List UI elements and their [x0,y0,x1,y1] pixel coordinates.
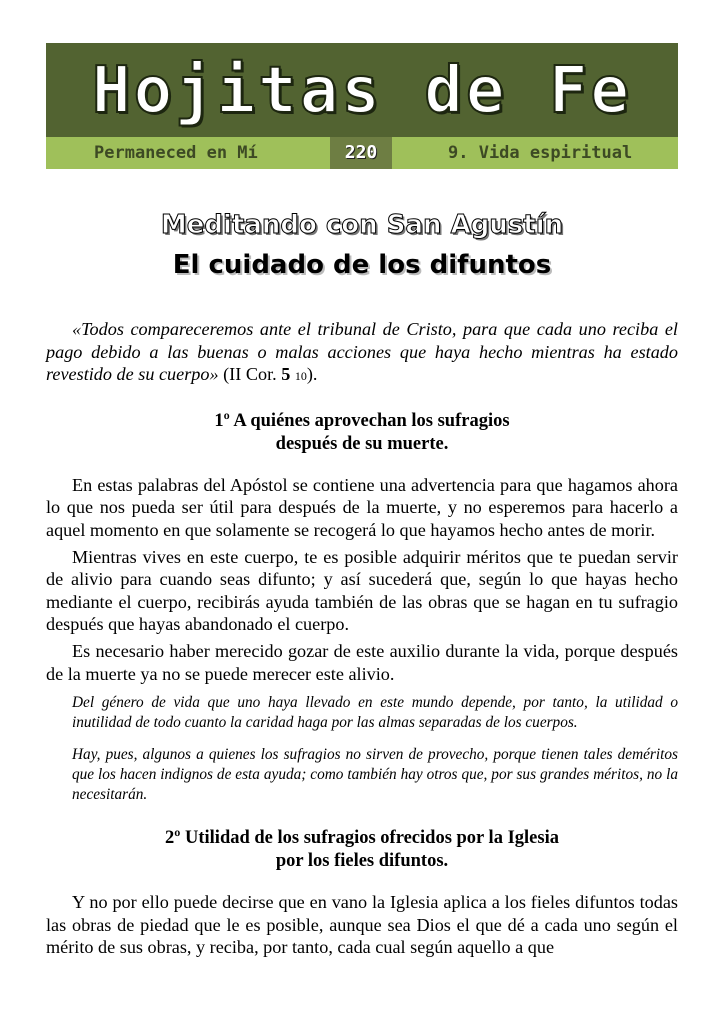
section1-paragraph-2: Mientras vives en este cuerpo, te es posible adquirir méritos que te puedan servir de alivio para cuando seas difunto; y así sucederá que, según lo que hayas hecho mediante el cuerpo, recibirás ayuda también de las obras que se hagan en tu sufragio después que hayas abandonado el cuerpo. [46,546,678,635]
header-banner [46,43,678,169]
article-body [46,318,678,959]
section1-heading-line2: después de su muerte. [275,433,449,454]
series-label: Permaneced en Mí [94,143,258,163]
article-title-line1: Meditando con San Agustín [160,210,564,240]
section1-note-2: Hay, pues, algunos a quienes los sufragios no sirven de provecho, porque tienen tales deméritos que los hacen indignos de esta ayuda; como también hay otros que, por sus grandes méritos, no la necesitarán. [72,746,678,804]
header-band [46,137,678,169]
section2-heading [46,827,678,873]
section1-note-1: Del género de vida que uno haya llevado en este mundo depende, por tanto, la utilidad o inutilidad de todo cuanto la caridad haga por las almas separadas de los cuerpos. [72,694,678,732]
section2-paragraph: Y no por ello puede decirse que en vano la Iglesia aplica a los fieles difuntos todas las obras de piedad que le es posible, aunque sea Dios el que dé a cada uno según el mérito de sus obras, y reciba, por tanto, cada cual según aquello a que [46,892,678,958]
category-label: 9. Vida espiritual [448,143,633,163]
quote-ref-suffix: ). [306,364,318,385]
quote-ref-prefix: (II Cor. [218,364,282,385]
opening-quote [46,318,678,388]
quote-ref-chapter: 5 [281,364,291,385]
section1-heading-line1: 1º A quiénes aprovechan los sufragios [214,410,510,431]
section1-heading [46,410,678,456]
quote-ref-verse: 10 [294,369,307,384]
quote-text: «Todos compareceremos ante el tribunal de Cristo, para que cada uno reciba el pago debido a las buenas o malas acciones que haya hecho mientras ha estado revestido de su cuerpo» [46,319,678,385]
issue-number: 220 [330,137,392,169]
section1-paragraph-3: Es necesario haber merecido gozar de este auxilio durante la vida, porque después de la muerte ya no se puede merecer este alivio. [46,640,678,684]
publication-title: Hojitas de Fe [92,54,632,128]
article-title-line2: El cuidado de los difuntos [172,250,552,280]
section2-heading-line2: por los fieles difuntos. [275,851,449,872]
section2-heading-line1: 2º Utilidad de los sufragios ofrecidos por la Iglesia [165,828,559,849]
section1-paragraph-1: En estas palabras del Apóstol se contiene una advertencia para que hagamos ahora lo que nos pueda ser útil para después de la muerte, y no esperemos para hacerlo a aquel momento en que solamente se recogerá lo que hayamos hecho antes de morir. [46,474,678,540]
article-title [46,205,678,285]
